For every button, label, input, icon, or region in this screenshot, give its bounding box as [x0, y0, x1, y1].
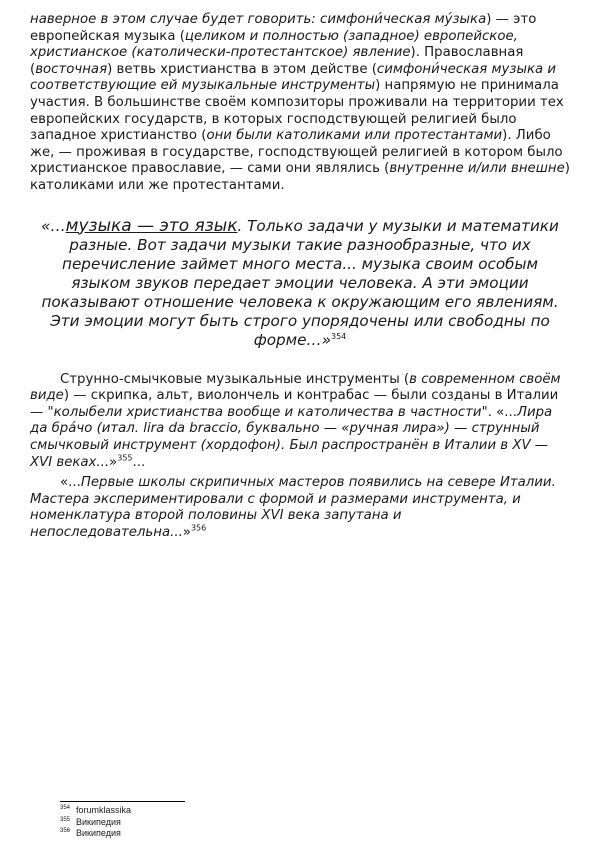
quote-violin-schools: «...Первые школы скрипичных мастеров появились на севере Италии. Мастера экспериментировали с формой и размерами инструмента, и номенклатура второй половины XVI века запутана и непоследовательна...»$^{356}$ [30, 475, 556, 540]
footnote-354: $^{354}$ forumklassika [60, 805, 132, 815]
document-page [30, 12, 570, 541]
quote-music-language: «…музыка — это язык. Только задачи у музыки и математики разные. Вот задачи музыки такие разнообразные, что их перечисление займет много места... музыка своим особым языком звуков передает эмоции человека. А эти эмоции показывают отношение человека к окружающим его явлениям. Эти эмоции могут быть строго упорядочены или свободны по форме…»$^{354}$ [41, 215, 559, 349]
footnote-355: $^{355}$ Википедия [60, 816, 121, 827]
paragraph-string-instruments: Струнно-смычковые музыкальные инструменты (в современном своём виде) — скрипка, альт, виолончель и контрабас — были созданы в Италии — "колыбели христианства вообще и католичества в частности". «...Лира да бра́чо (итал. lira da braccio, буквально — «ручная лира») — струнный смычковый инструмент (хордофон). Был распространён в Италии в XV — XVI веках...»$^{355}$... [30, 371, 561, 470]
footnote-ref-356[interactable]: 356 [190, 523, 207, 533]
footnote-ref-354[interactable]: 354 [331, 331, 347, 341]
footnote-separator [60, 801, 185, 802]
paragraph-symphonic-music: наверное в этом случае будет говорить: симфони́ческая му́зыка) — это европейская музыка (целиком и полностью (западное) европейское, христианское (католически-протестантское) явление). Православная (восточная) ветвь христианства в этом действе (симфони́ческая музыка и соответствующие ей музыкальные инструменты) напрямую не принимала участия. В большинстве своём композиторы проживали на территории тех европейских государств, в которых господствующей религией было западное христианство (они были католиками или протестантами). Либо же, — проживая в государстве, господствующей религией в котором было христианское православие, — сами они являлись (внутренне и/или внешне) католиками или же протестантами. [30, 12, 570, 193]
footnote-ref-355[interactable]: 355 [117, 453, 133, 463]
underlined-phrase: музыка — это язык [65, 215, 238, 236]
footnote-356: $^{356}$ Википедия [60, 828, 121, 838]
footnotes [60, 805, 131, 840]
